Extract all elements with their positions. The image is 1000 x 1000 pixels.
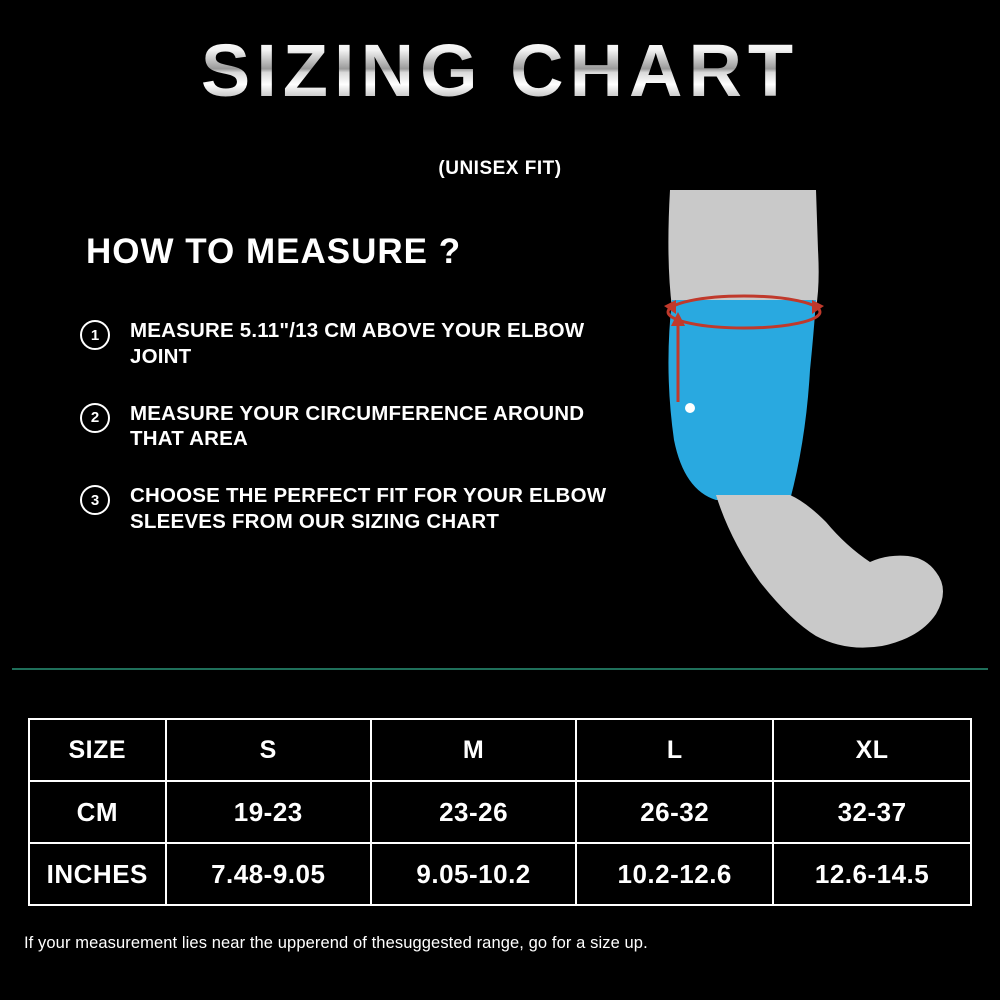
sizing-table: [28, 718, 972, 906]
table-cell: S: [166, 719, 371, 781]
table-cell: 12.6-14.5: [773, 843, 971, 905]
table-row: [29, 781, 971, 843]
sleeve-logo-dot-icon: [685, 403, 695, 413]
table-row: [29, 843, 971, 905]
table-cell: L: [576, 719, 773, 781]
page-subtitle: (UNISEX FIT): [438, 158, 562, 179]
table-cell: INCHES: [29, 843, 166, 905]
step-text: CHOOSE THE PERFECT FIT FOR YOUR ELBOW SLEEVES FROM OUR SIZING CHART: [130, 484, 607, 534]
how-to-measure-heading: HOW TO MEASURE ?: [86, 232, 462, 271]
table-cell: 19-23: [166, 781, 371, 843]
how-to-measure-steps: [80, 318, 650, 566]
forearm-shape: [716, 495, 943, 648]
list-item: [80, 401, 650, 453]
table-cell: XL: [773, 719, 971, 781]
table-cell: 23-26: [371, 781, 576, 843]
step-text: MEASURE YOUR CIRCUMFERENCE AROUND THAT AREA: [130, 401, 585, 451]
page-title: SIZING CHART: [0, 34, 1000, 108]
table-cell: 10.2-12.6: [576, 843, 773, 905]
footnote: If your measurement lies near the upperend of thesuggested range, go for a size up.: [24, 934, 648, 952]
upper-arm-shape: [668, 190, 818, 308]
table-cell: 26-32: [576, 781, 773, 843]
step-number-badge: 1: [80, 320, 110, 350]
section-divider: [12, 668, 988, 670]
table-row: [29, 719, 971, 781]
table-cell: 9.05-10.2: [371, 843, 576, 905]
list-item: [80, 318, 650, 370]
measure-arrow-right-icon: [812, 300, 824, 314]
table-cell: SIZE: [29, 719, 166, 781]
arm-illustration: [620, 190, 990, 660]
table-cell: CM: [29, 781, 166, 843]
list-item: [80, 483, 650, 535]
table-cell: 32-37: [773, 781, 971, 843]
elbow-sleeve-shape: [668, 300, 816, 500]
step-text: MEASURE 5.11"/13 CM ABOVE YOUR ELBOW JOINT: [130, 319, 585, 368]
table-cell: 7.48-9.05: [166, 843, 371, 905]
step-number-badge: 2: [80, 403, 110, 433]
step-number-badge: 3: [80, 485, 110, 515]
table-cell: M: [371, 719, 576, 781]
measure-arrow-left-icon: [664, 300, 676, 314]
